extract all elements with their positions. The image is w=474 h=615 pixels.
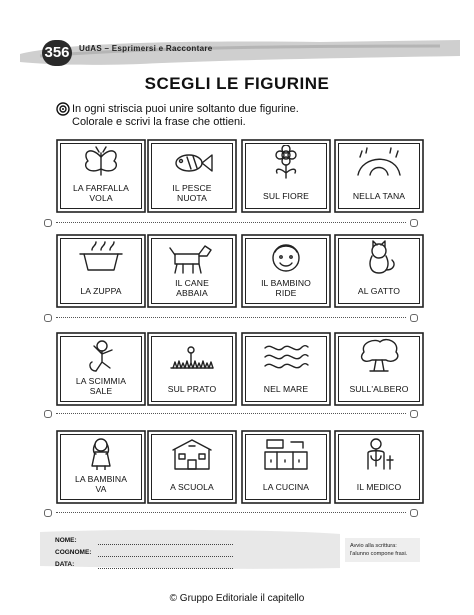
fish-icon bbox=[169, 145, 215, 179]
figurine-card[interactable] bbox=[147, 430, 237, 504]
figurine-card[interactable] bbox=[241, 234, 331, 308]
figurine-card[interactable] bbox=[334, 332, 424, 406]
teacher-note-box bbox=[345, 538, 420, 562]
figurine-card[interactable] bbox=[334, 430, 424, 504]
card-caption: LA CUCINA bbox=[262, 482, 310, 492]
figurine-card[interactable] bbox=[147, 332, 237, 406]
surname-field[interactable] bbox=[98, 556, 233, 557]
burrow-icon bbox=[356, 145, 402, 179]
figurine-card[interactable] bbox=[241, 139, 331, 213]
card-caption: SULL'ALBERO bbox=[349, 384, 409, 394]
girl-icon bbox=[78, 436, 124, 470]
card-caption: LA ZUPPA bbox=[80, 286, 122, 296]
spiral-bullet-icon bbox=[56, 102, 70, 116]
unit-label: UdAS – Esprimersi e Raccontare bbox=[79, 44, 213, 53]
figurine-card[interactable] bbox=[147, 234, 237, 308]
sea-waves-icon bbox=[263, 338, 309, 372]
copyright: © Gruppo Editoriale il capitello bbox=[169, 593, 305, 604]
card-caption: IL BAMBINO bbox=[261, 278, 311, 288]
card-caption: NEL MARE bbox=[263, 384, 309, 394]
kitchen-icon bbox=[263, 436, 309, 470]
date-field[interactable] bbox=[98, 568, 233, 569]
sentence-writing-line[interactable] bbox=[56, 512, 406, 513]
binder-ring-dot bbox=[44, 219, 52, 227]
soup-pot-icon bbox=[78, 240, 124, 274]
figurine-card[interactable] bbox=[56, 234, 146, 308]
card-caption: IL CANE bbox=[175, 278, 209, 288]
date-label: DATA: bbox=[55, 561, 75, 568]
page-number: 356 bbox=[42, 40, 72, 66]
sentence-writing-line[interactable] bbox=[56, 222, 406, 223]
page-title: SCEGLI LE FIGURINE bbox=[144, 74, 330, 93]
school-icon bbox=[169, 436, 215, 470]
cat-icon bbox=[356, 240, 402, 274]
doctor-icon bbox=[356, 436, 402, 470]
instruction-line-2: Colorale e scrivi la frase che ottieni. bbox=[72, 116, 246, 128]
binder-ring-dot bbox=[410, 219, 418, 227]
surname-label: COGNOME: bbox=[55, 549, 92, 556]
binder-ring-dot bbox=[44, 314, 52, 322]
monkey-icon bbox=[78, 338, 124, 372]
figurine-card[interactable] bbox=[56, 332, 146, 406]
figurine-card[interactable] bbox=[147, 139, 237, 213]
figurine-card[interactable] bbox=[56, 430, 146, 504]
binder-ring-dot bbox=[410, 410, 418, 418]
binder-ring-dot bbox=[44, 509, 52, 517]
card-caption: ABBAIA bbox=[176, 288, 208, 298]
binder-ring-dot bbox=[410, 509, 418, 517]
lawn-icon bbox=[169, 338, 215, 372]
card-caption: LA BAMBINA bbox=[74, 474, 128, 484]
dog-icon bbox=[169, 240, 215, 274]
card-caption: NUOTA bbox=[177, 193, 207, 203]
figurine-card[interactable] bbox=[56, 139, 146, 213]
tree-icon bbox=[356, 338, 402, 372]
figurine-card[interactable] bbox=[241, 430, 331, 504]
card-caption: LA FARFALLA bbox=[72, 183, 130, 193]
card-caption: IL MEDICO bbox=[356, 482, 402, 492]
teacher-note-line-1: Avvio alla scrittura: bbox=[350, 543, 397, 549]
card-caption: SUL FIORE bbox=[263, 191, 309, 201]
card-caption: NELLA TANA bbox=[352, 191, 406, 201]
figurine-card[interactable] bbox=[334, 139, 424, 213]
figurine-card[interactable] bbox=[241, 332, 331, 406]
child-face-icon bbox=[263, 240, 309, 274]
butterfly-icon bbox=[78, 145, 124, 179]
binder-ring-dot bbox=[410, 314, 418, 322]
card-caption: VA bbox=[95, 484, 107, 494]
sentence-writing-line[interactable] bbox=[56, 317, 406, 318]
flower-icon bbox=[263, 145, 309, 179]
name-field[interactable] bbox=[98, 544, 233, 545]
binder-ring-dot bbox=[44, 410, 52, 418]
teacher-note-line-2: l'alunno compone frasi. bbox=[350, 551, 408, 557]
card-caption: AL GATTO bbox=[357, 286, 401, 296]
card-caption: RIDE bbox=[275, 288, 297, 298]
card-caption: IL PESCE bbox=[172, 183, 212, 193]
card-caption: SALE bbox=[89, 386, 113, 396]
instruction-line-1: In ogni striscia puoi unire soltanto due figurine. bbox=[72, 103, 299, 115]
name-label: NOME: bbox=[55, 537, 77, 544]
sentence-writing-line[interactable] bbox=[56, 413, 406, 414]
card-caption: VOLA bbox=[89, 193, 113, 203]
card-caption: A SCUOLA bbox=[170, 482, 214, 492]
figurine-card[interactable] bbox=[334, 234, 424, 308]
card-caption: SUL PRATO bbox=[167, 384, 217, 394]
card-caption: LA SCIMMIA bbox=[75, 376, 127, 386]
